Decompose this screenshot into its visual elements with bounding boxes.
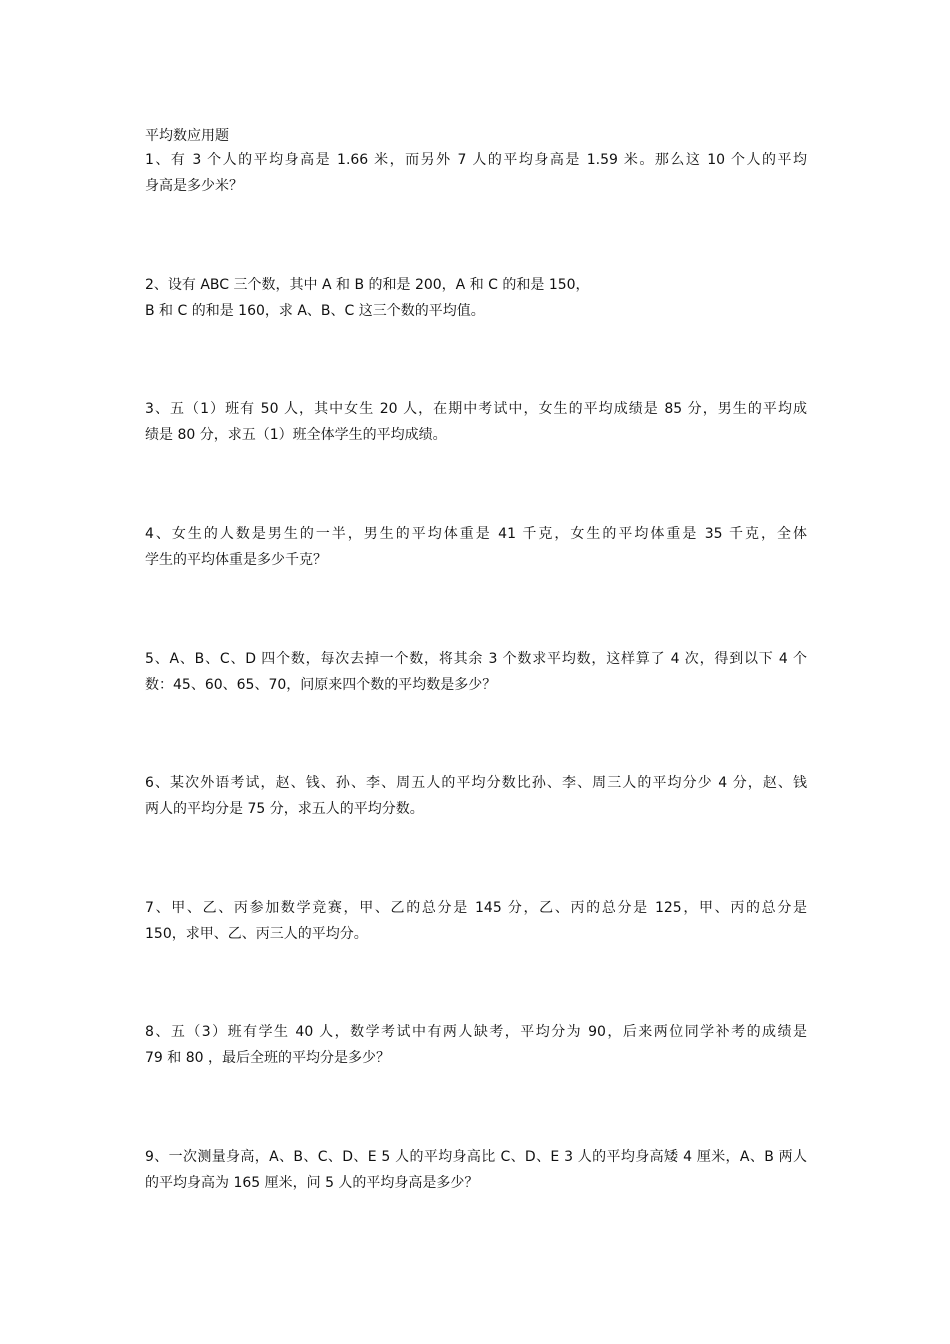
document-title: 平均数应用题: [145, 128, 229, 144]
question-line: 150，求甲、乙、丙三人的平均分。: [145, 926, 368, 942]
question-line: 79 和 80 ，最后全班的平均分是多少？: [145, 1050, 390, 1066]
question-2: [145, 272, 807, 324]
question-line: 3、五（1）班有 50 人，其中女生 20 人，在期中考试中，女生的平均成绩是 85 分，男生的平均成: [145, 401, 807, 417]
question-8: [145, 1019, 807, 1071]
question-4: [145, 521, 807, 573]
question-1: [145, 147, 807, 199]
question-line: 1、有 3 个人的平均身高是 1.66 米，而另外 7 人的平均身高是 1.59 米。那么这 10 个人的平均: [145, 152, 807, 168]
question-line: 学生的平均体重是多少千克？: [145, 552, 327, 568]
question-line: 9、一次测量身高，A、B、C、D、E 5 人的平均身高比 C、D、E 3 人的平均身高矮 4 厘米，A、B 两人: [145, 1149, 807, 1165]
question-line: 8、五（3）班有学生 40 人，数学考试中有两人缺考，平均分为 90，后来两位同学补考的成绩是: [145, 1024, 807, 1040]
question-line: 两人的平均分是 75 分，求五人的平均分数。: [145, 801, 424, 817]
question-line: 7、甲、乙、丙参加数学竞赛，甲、乙的总分是 145 分，乙、丙的总分是 125，甲、丙的总分是: [145, 900, 807, 916]
question-line: 4、女生的人数是男生的一半，男生的平均体重是 41 千克，女生的平均体重是 35 千克，全体: [145, 526, 807, 542]
question-line: 数：45、60、65、70，问原来四个数的平均数是多少？: [145, 677, 497, 693]
question-line: 6、某次外语考试，赵、钱、孙、李、周五人的平均分数比孙、李、周三人的平均分少 4 分，赵、钱: [145, 775, 807, 791]
question-line: 的平均身高为 165 厘米，问 5 人的平均身高是多少？: [145, 1175, 479, 1191]
question-5: [145, 646, 807, 698]
question-9: [145, 1144, 807, 1196]
question-line: 绩是 80 分，求五（1）班全体学生的平均成绩。: [145, 427, 447, 443]
question-line: 5、A、B、C、D 四个数，每次去掉一个数，将其余 3 个数求平均数，这样算了 4 次，得到以下 4 个: [145, 651, 807, 667]
question-3: [145, 396, 807, 448]
question-line: 2、设有 ABC 三个数，其中 A 和 B 的和是 200，A 和 C 的和是 150，: [145, 277, 590, 293]
question-line: B 和 C 的和是 160，求 A、B、C 这三个数的平均值。: [145, 303, 485, 319]
question-7: [145, 895, 807, 947]
question-6: [145, 770, 807, 822]
question-line: 身高是多少米？: [145, 178, 243, 194]
